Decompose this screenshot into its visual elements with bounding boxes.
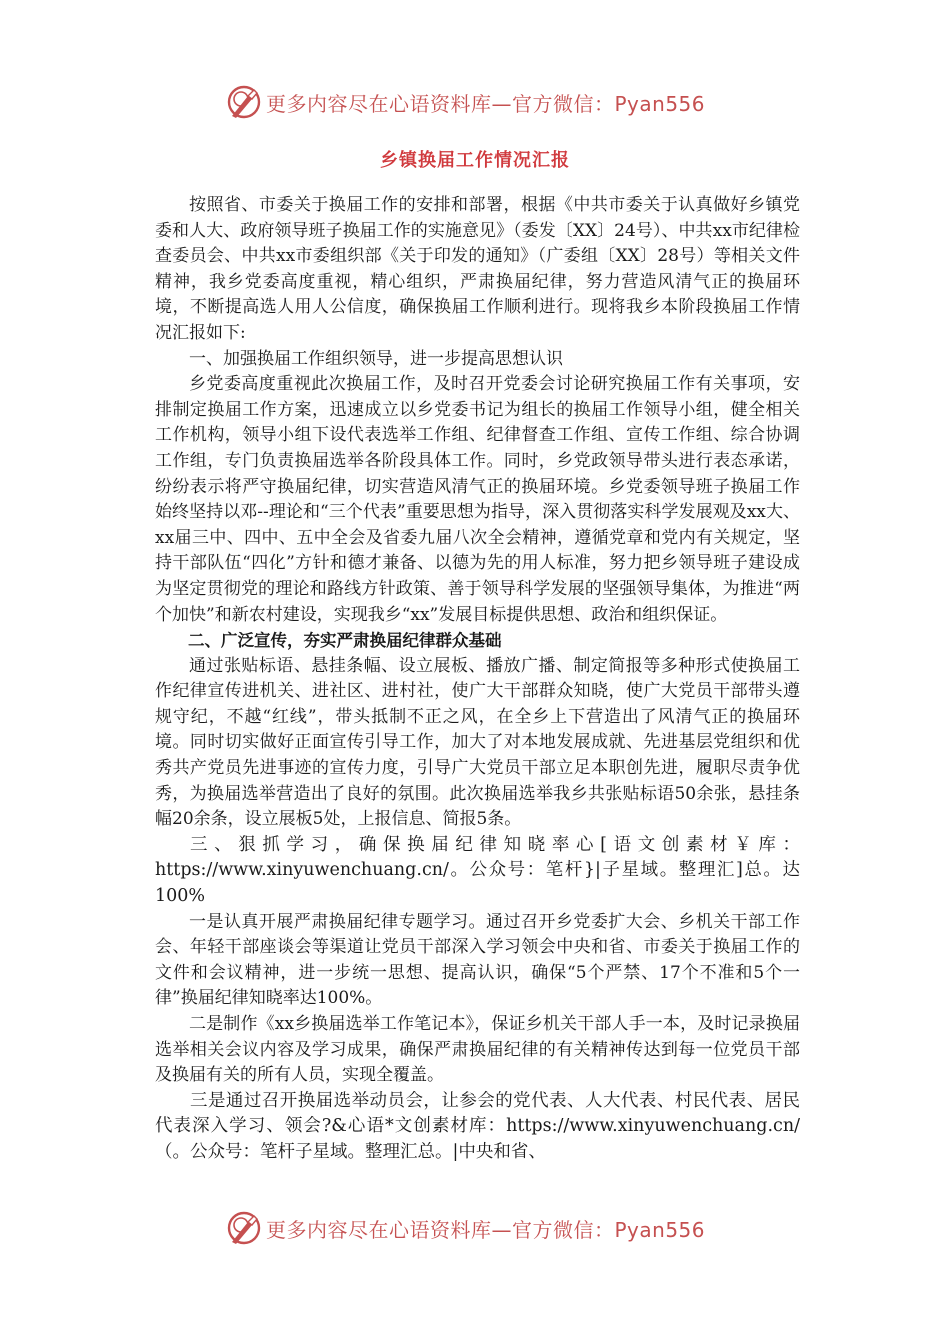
header-banner: [226, 82, 746, 122]
pen-logo-icon: [226, 84, 262, 120]
paragraph-section-1: 乡党委高度重视此次换届工作，及时召开党委会讨论研究换届工作有关事项，安排制定换届工作方案，迅速成立以乡党委书记为组长的换届工作领导小组，健全相关工作机构，领导小组下设代表选举工作组、纪律督查工作组、宣传工作组、综合协调工作组，专门负责换届选举各阶段具体工作。同时，乡党政领导带头进行表态承诺，纷纷表示将严守换届纪律，切实营造风清气正的换届环境。乡党委领导班子换届工作始终坚持以邓--理论和“三个代表”重要思想为指导，深入贯彻落实科学发展观及xx大、xx届三中、四中、五中全会及省委九届八次全会精神，遵循党章和党内有关规定，坚持干部队伍“四化”方针和德才兼备、以德为先的用人标准，努力把乡领导班子建设成为坚定贯彻党的理论和路线方针政策、善于领导科学发展的坚强领导集体，为推进“两个加快”和新农村建设，实现我乡“xx”发展目标提供思想、政治和组织保证。: [155, 374, 800, 625]
section-heading-3: 三、狠抓学习，确保换届纪律知晓率心[语文创素材￥库：https://www.xinyuwenchuang.cn/。公众号：笔杆}|子星域。整理汇]总。达100%: [155, 834, 800, 907]
document-body: [155, 193, 800, 1166]
footer-banner: [226, 1208, 746, 1248]
paragraph-item-2: 二是制作《xx乡换届选举工作笔记本》，保证乡机关干部人手一本，及时记录换届选举相关会议内容及学习成果，确保严肃换届纪律的有关精神传达到每一位党员干部及换届有关的所有人员，实现全覆盖。: [155, 1014, 800, 1086]
paragraph-section-2: 通过张贴标语、悬挂条幅、设立展板、播放广播、制定简报等多种形式使换届工作纪律宣传进机关、进社区、进村社，使广大干部群众知晓，使广大党员干部带头遵规守纪，不越“红线”，带头抵制不正之风，在全乡上下营造出了风清气正的换届环境。同时切实做好正面宣传引导工作，加大了对本地发展成就、先进基层党组织和优秀共产党员先进事迹的宣传力度，引导广大党员干部立足本职创先进，履职尽责争优秀，为换届选举营造出了良好的氛围。此次换届选举我乡共张贴标语50余张，悬挂条幅20余条，设立展板5处，上报信息、简报5条。: [155, 655, 800, 830]
section-heading-1: 一、加强换届工作组织领导，进一步提高思想认识: [189, 348, 563, 369]
paragraph-item-3: 三是通过召开换届选举动员会，让参会的党代表、人大代表、村民代表、居民代表深入学习、领会?&心语*文创素材库：https://www.xinyuwenchuang.cn/（。公众号：笔杆子星域。整理汇总。|中央和省、: [155, 1090, 800, 1162]
paragraph-intro: 按照省、市委关于换届工作的安排和部署，根据《中共市委关于认真做好乡镇党委和人大、政府领导班子换届工作的实施意见》（委发〔XX〕24号）、中共xx市纪律检查委员会、中共xx市委组织部《关于印发的通知》（广委组〔XX〕28号）等相关文件精神，我乡党委高度重视，精心组织，严肃换届纪律，努力营造风清气正的换届环境，不断提高选人用人公信度，确保换届工作顺利进行。现将我乡本阶段换届工作情况汇报如下:: [155, 195, 800, 343]
section-heading-2: 二、广泛宣传，夯实严肃换届纪律群众基础: [188, 631, 502, 651]
document-title: 乡镇换届工作情况汇报: [380, 150, 570, 171]
pen-logo-icon: [226, 1210, 262, 1246]
banner-text: 更多内容尽在心语资料库—官方微信：Pyan556: [266, 91, 706, 116]
paragraph-item-1: 一是认真开展严肃换届纪律专题学习。通过召开乡党委扩大会、乡机关干部工作会、年轻干部座谈会等渠道让党员干部深入学习领会中央和省、市委关于换届工作的文件和会议精神，进一步统一思想、提高认识，确保“5个严禁、17个不准和5个一律”换届纪律知晓率达100%。: [155, 911, 800, 1009]
banner-text: 更多内容尽在心语资料库—官方微信：Pyan556: [266, 1217, 706, 1242]
